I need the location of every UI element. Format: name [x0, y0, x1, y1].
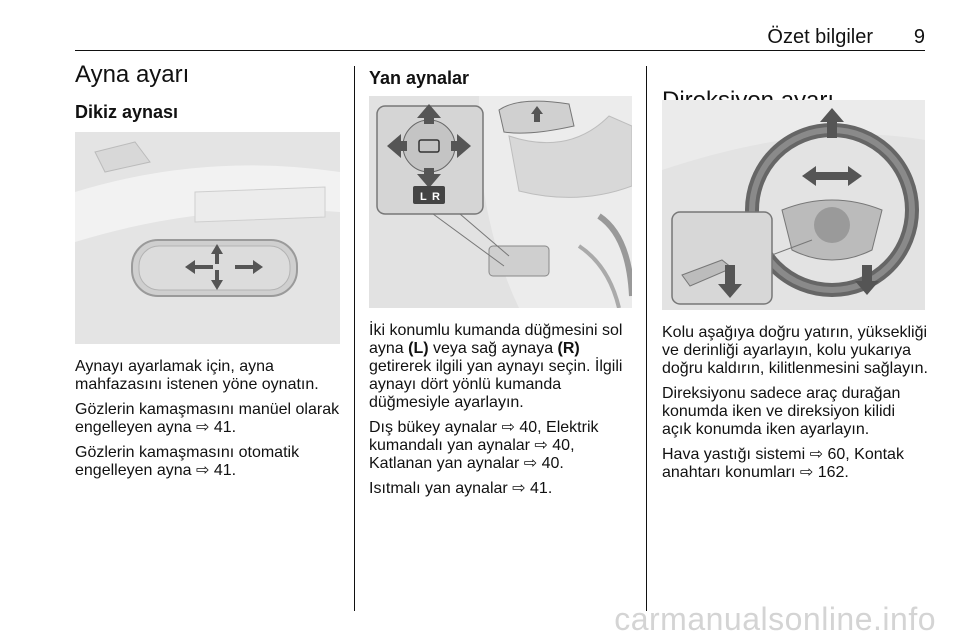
- paragraph: Kolu aşağıya doğru yatırın, yüksekliği ve derinliği ayarlayın, kolu yukarıya doğru kaldırın, kilitlenmesini sağlayın.: [662, 324, 928, 377]
- paragraph: Gözlerin kamaşmasını otomatik engelleyen ayna ⇨ 41.: [75, 444, 300, 479]
- steering-adjust-figure: [662, 100, 925, 310]
- heading-side-mirrors: Yan aynalar: [369, 68, 470, 88]
- header-rule: [75, 50, 925, 51]
- watermark: carmanualsonline.info: [614, 601, 936, 637]
- paragraph-selector: İki konumlu kumanda düğmesini sol ayna (L) veya sağ aynaya (R) getirerek ilgili yan aynayı seçin. İlgili aynayı dört yönlü kumanda düğmesiyle ayarlayın.: [369, 322, 623, 411]
- page-header: [75, 26, 925, 50]
- column-divider-1: [354, 66, 355, 611]
- paragraph: Isıtmalı yan aynalar ⇨ 41.: [369, 480, 553, 497]
- column-mirror-text: [75, 358, 343, 487]
- paragraph: Direksiyonu sadece araç durağan konumda iken ve direksiyon kilidi açık konumda iken ayarlayın.: [662, 385, 901, 438]
- page-number: 9: [913, 26, 925, 48]
- column-divider-2: [646, 66, 647, 611]
- paragraph: Aynayı ayarlamak için, ayna mahfazasını istenen yöne oynatın.: [75, 358, 319, 393]
- heading-mirror-adjust: Ayna ayarı: [75, 61, 190, 88]
- column-side-mirrors-text: [369, 322, 637, 505]
- paragraph: Dış bükey aynalar ⇨ 40, Elektrik kumandalı yan aynalar ⇨ 40, Katlanan yan aynalar ⇨ 40.: [369, 419, 599, 472]
- column-steering-text: [662, 324, 928, 489]
- section-title: Özet bilgiler: [767, 26, 873, 48]
- subheading-rearview: Dikiz aynası: [75, 102, 179, 122]
- column-mirror: [75, 60, 340, 124]
- paragraph: Gözlerin kamaşmasını manüel olarak engelleyen ayna ⇨ 41.: [75, 401, 340, 436]
- label-right: R: [432, 191, 440, 203]
- rearview-mirror-figure: [75, 132, 340, 344]
- side-mirror-control-figure: [369, 96, 632, 308]
- column-side-mirrors: [369, 60, 634, 90]
- paragraph: Hava yastığı sistemi ⇨ 60, Kontak anahtarı konumları ⇨ 162.: [662, 446, 904, 481]
- label-left: L: [420, 191, 427, 203]
